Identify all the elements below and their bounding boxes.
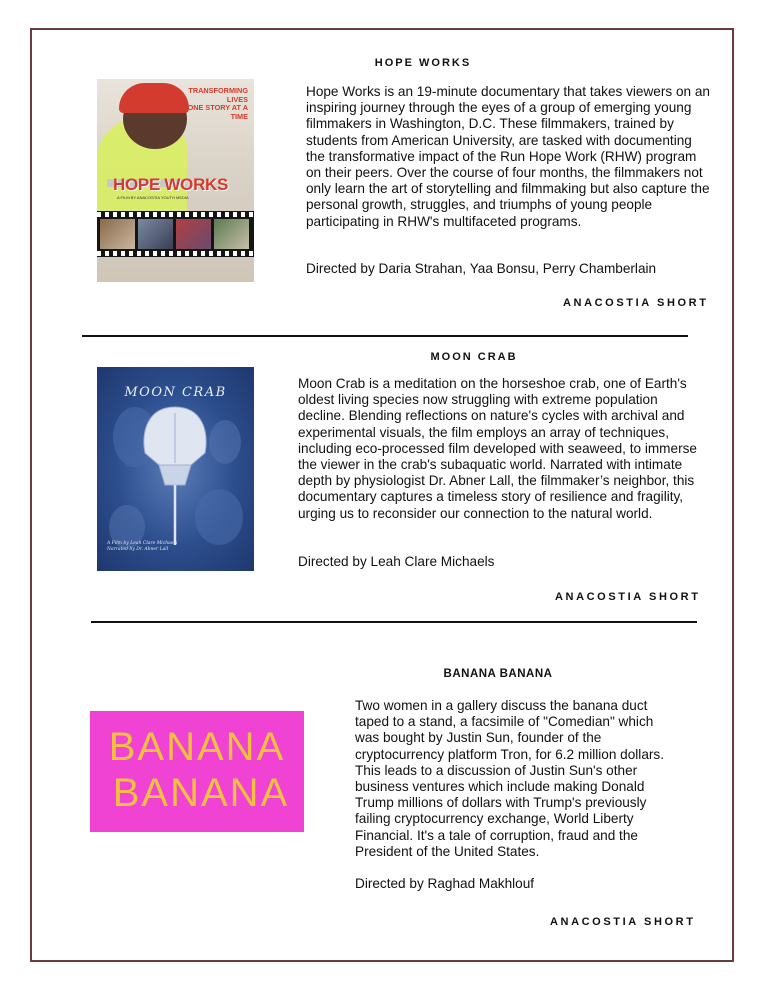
filmstrip-frame bbox=[176, 219, 211, 249]
film-title-hope-works: HOPE WORKS bbox=[374, 57, 472, 69]
poster-tagline-line1: TRANSFORMING LIVES bbox=[188, 86, 248, 104]
poster-banana-banana bbox=[90, 711, 304, 832]
poster-hope-works bbox=[97, 79, 254, 282]
filmstrip-frame bbox=[138, 219, 173, 249]
film-director-banana-banana: Directed by Raghad Makhlouf bbox=[355, 876, 535, 891]
filmstrip-frame bbox=[214, 219, 249, 249]
filmstrip-holes-bottom bbox=[97, 251, 254, 256]
film-title-banana-banana: BANANA BANANA bbox=[443, 668, 553, 680]
poster-title: MOON CRAB bbox=[124, 385, 227, 400]
film-category-hope-works: ANACOSTIA SHORT bbox=[563, 297, 709, 309]
poster-title: HOPE WORKS bbox=[113, 175, 229, 194]
poster-subtitle: A FILM BY ANACOSTIA YOUTH MEDIA bbox=[117, 195, 189, 200]
section-divider bbox=[91, 621, 697, 623]
film-description-banana-banana: Two women in a gallery discuss the banana duct taped to a stand, a facsimile of "Comedian" which was bought by Justin Sun, founder of the cryptocurrency platform Tron, for 6.2 million dollars. This leads to a discussion of Justin Sun's other business ventures which include making Donald Trump millions of dollars with Trump's previously failing cryptocurrency exchange, World Liberty Financial. It's a tale of corruption, fraud and the President of the United States. bbox=[355, 698, 664, 859]
poster-tagline bbox=[176, 87, 248, 121]
film-title-moon-crab: MOON CRAB bbox=[430, 351, 518, 363]
poster-filmstrip bbox=[97, 211, 254, 257]
poster-credit-line1: A Film by Leah Clare Michaels bbox=[107, 541, 178, 546]
filmstrip-frame bbox=[100, 219, 135, 249]
film-category-banana-banana: ANACOSTIA SHORT bbox=[550, 916, 696, 928]
poster-credit-line2: Narrated by Dr. Abner Lall bbox=[107, 547, 169, 552]
poster-line2: BANANA bbox=[112, 771, 290, 815]
film-director-moon-crab: Directed by Leah Clare Michaels bbox=[298, 554, 495, 569]
section-divider bbox=[82, 335, 688, 337]
film-description-moon-crab: Moon Crab is a meditation on the horseshoe crab, one of Earth's oldest living species now struggling with extreme population decline. Blending reflections on nature's cycles with archival and experimental visuals, the film employs an array of techniques, including eco-processed film developed with seaweed, to immerse the viewer in the crab's subaquatic world. Narrated with intimate depth by physiologist Dr. Abner Lall, the filmmaker’s neighbor, this documentary captures a timeless story of resilience and fragility, urging us to reconsider our connection to the natural world. bbox=[298, 376, 697, 521]
poster-credit bbox=[107, 541, 177, 553]
film-director-hope-works: Directed by Daria Strahan, Yaa Bonsu, Perry Chamberlain bbox=[306, 261, 657, 276]
film-category-moon-crab: ANACOSTIA SHORT bbox=[555, 591, 701, 603]
poster-moon-crab bbox=[97, 367, 254, 571]
poster-line1: BANANA bbox=[108, 725, 286, 769]
filmstrip-holes-top bbox=[97, 212, 254, 217]
film-description-hope-works: Hope Works is an 19-minute documentary that takes viewers on an inspiring journey through the eyes of a group of emerging young filmmakers in Washington, D.C. These filmmakers, trained by students from American University, are tasked with documenting the transformative impact of the Run Hope Work (RHW) program on their peers. Over the course of four months, the filmmakers not only learn the art of storytelling and filmmaking but also capture the personal growth, struggles, and triumphs of young people participating in RHW's multifaceted programs. bbox=[306, 84, 710, 229]
poster-tagline-line2: ONE STORY AT A TIME bbox=[187, 103, 248, 121]
